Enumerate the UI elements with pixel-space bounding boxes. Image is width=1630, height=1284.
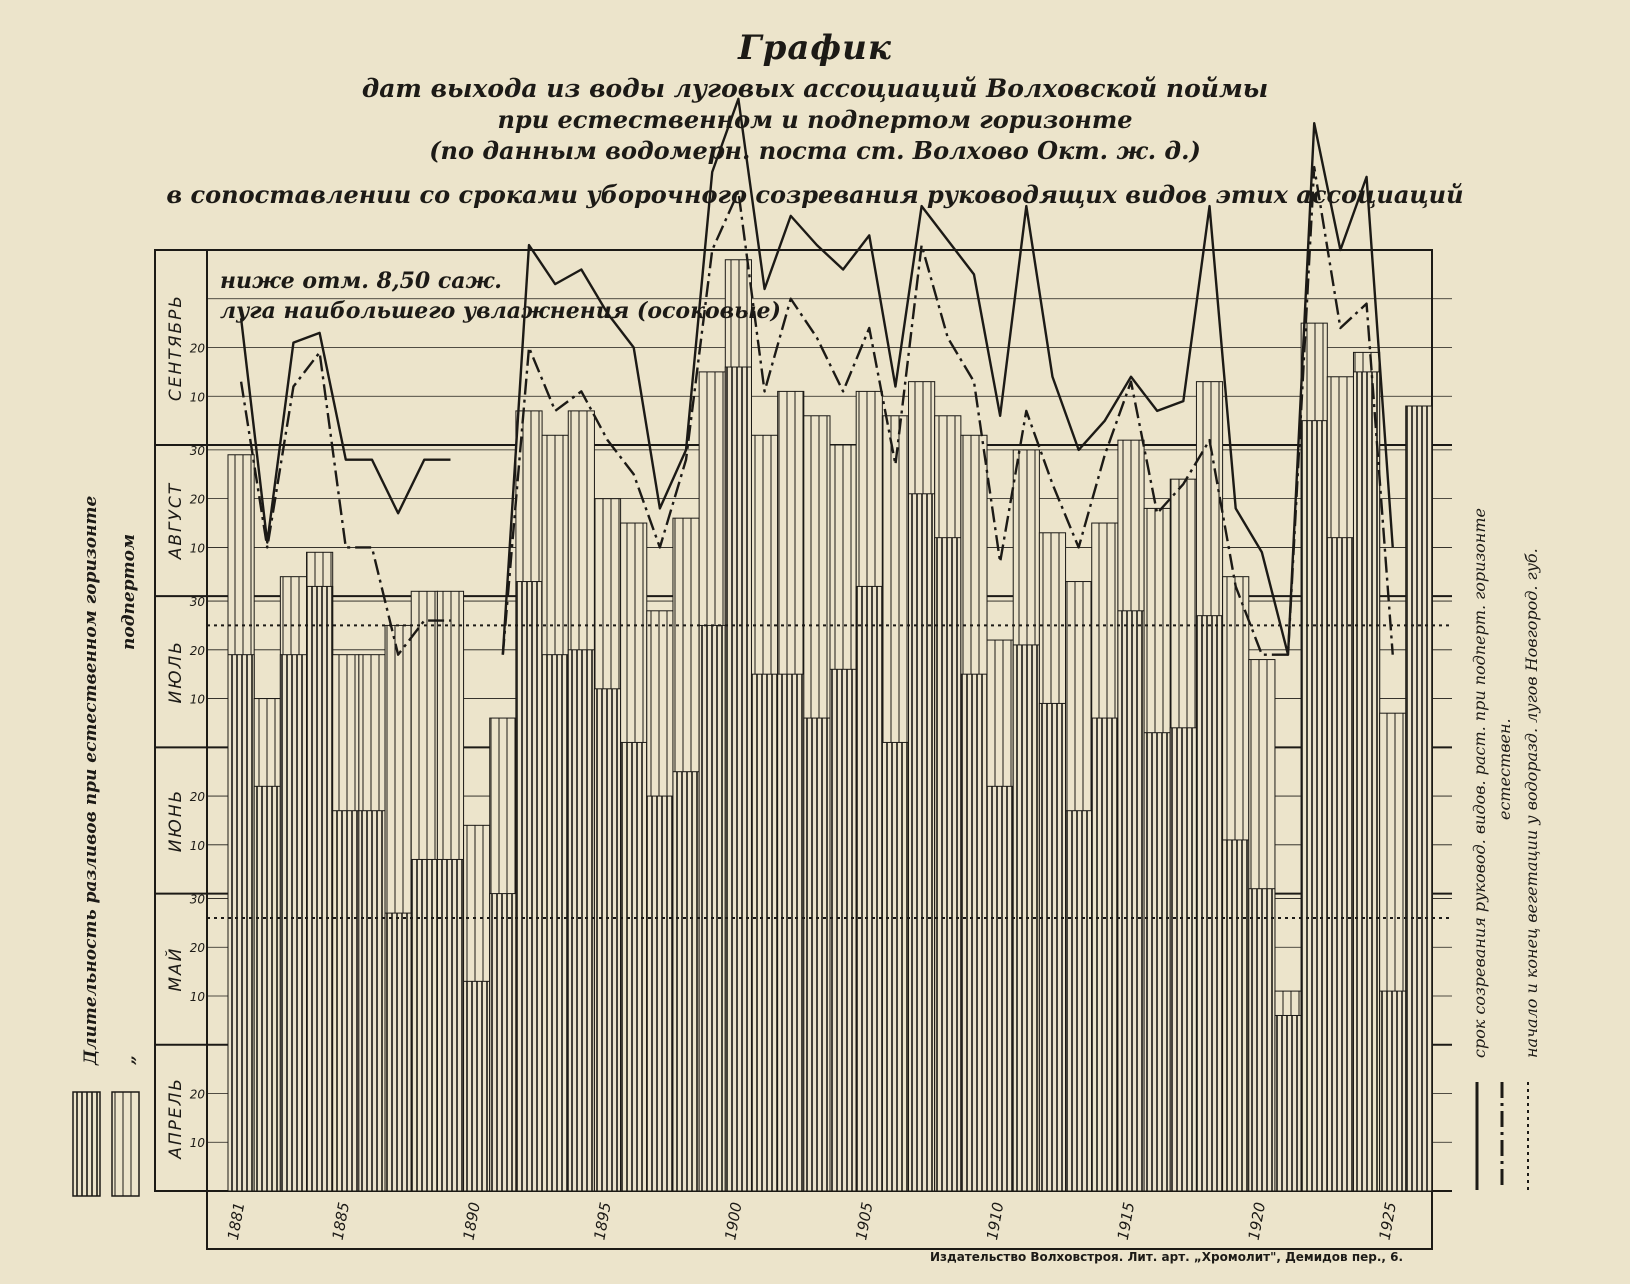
- y-tick-label: 10: [189, 541, 205, 556]
- month-label: АПРЕЛЬ: [166, 1076, 186, 1159]
- y-tick-label: 10: [189, 1136, 205, 1151]
- legend-dotted-label: начало и конец вегетации у водоразд. лугов Новгород. губ.: [1522, 548, 1541, 1058]
- month-label: МАЙ: [166, 946, 186, 992]
- y-tick-label: 20: [189, 1087, 205, 1102]
- bar-natural: [1066, 811, 1092, 1191]
- chart-subtitle-1: дат выхода из воды луговых ассоциаций Волховской поймы: [361, 74, 1269, 103]
- annotation-line-2: луга наибольшего увлажнения (осоковые): [220, 298, 781, 324]
- y-tick-label: 20: [189, 941, 205, 956]
- annotation-line-1: ниже отм. 8,50 саж.: [220, 268, 502, 294]
- bar-natural: [1092, 718, 1118, 1191]
- bar-natural: [307, 586, 333, 1191]
- x-tick-label: 1905: [852, 1200, 877, 1242]
- y-tick-label: 20: [189, 341, 205, 356]
- bar-natural: [1170, 728, 1196, 1191]
- bar-natural: [830, 669, 856, 1191]
- y-tick-label: 20: [189, 790, 205, 805]
- bar-natural: [1380, 991, 1406, 1191]
- bar-natural: [909, 494, 935, 1191]
- x-tick-label: 1910: [983, 1200, 1008, 1242]
- bar-natural: [1406, 406, 1432, 1191]
- bar-natural: [882, 742, 908, 1191]
- legend-raised-ditto: „: [119, 1055, 139, 1065]
- month-label: СЕНТЯБРЬ: [166, 293, 186, 402]
- x-tick-label: 1890: [459, 1200, 484, 1242]
- bar-natural: [1327, 538, 1353, 1191]
- bar-natural: [1039, 703, 1065, 1191]
- x-tick-label: 1895: [590, 1200, 615, 1242]
- bar-natural: [621, 742, 647, 1191]
- publisher-line: Издательство Волховстроя. Лит. арт. „Хромолит", Демидов пер., 6.: [930, 1250, 1404, 1264]
- legend-raised-label: подпертом: [119, 533, 139, 650]
- chart-subtitle-3: (по данным водомерн. поста ст. Волхово Окт. ж. д.): [429, 136, 1201, 165]
- x-tick-label: 1885: [328, 1200, 354, 1242]
- y-tick-label: 10: [189, 989, 205, 1004]
- bar-natural: [594, 689, 620, 1191]
- bar-natural: [1144, 733, 1170, 1191]
- legend-dashdot-label: естествен.: [1495, 718, 1514, 820]
- x-tick-label: 1915: [1113, 1200, 1139, 1242]
- bar-natural: [699, 625, 725, 1191]
- bar-natural: [856, 586, 882, 1191]
- y-tick-label: 10: [189, 692, 205, 707]
- bar-natural: [333, 811, 359, 1191]
- bar-natural: [647, 796, 673, 1191]
- bar-natural: [935, 538, 961, 1191]
- bar-natural: [1301, 421, 1327, 1191]
- bar-natural: [411, 859, 437, 1191]
- bar-natural: [254, 786, 280, 1191]
- month-label: ИЮЛЬ: [166, 639, 186, 704]
- bar-natural: [1275, 1015, 1301, 1191]
- bar-natural: [987, 786, 1013, 1191]
- bar-natural: [1118, 611, 1144, 1191]
- bar-natural: [280, 655, 306, 1191]
- x-tick-label: 1881: [223, 1200, 249, 1242]
- legend-swatch-raised: [112, 1092, 139, 1196]
- bar-natural: [804, 718, 830, 1191]
- legend-natural-label: Длительность разливов при естественном горизонте: [81, 495, 101, 1065]
- bar-natural: [725, 367, 751, 1191]
- legend-solid-label: срок созревания руковод. видов. раст. при подперт. горизонте: [1470, 508, 1489, 1058]
- x-tick-label: 1925: [1375, 1200, 1400, 1242]
- bar-natural: [778, 674, 804, 1191]
- chart-subtitle-2: при естественном и подпертом горизонте: [497, 105, 1133, 134]
- chart-subtitle-4: в сопоставлении со сроками уборочного созревания руководящих видов этих ассоциаций: [166, 180, 1464, 209]
- bar-natural: [1353, 372, 1379, 1191]
- chart-title: График: [738, 28, 892, 68]
- bar-natural: [490, 894, 516, 1191]
- month-label: АВГУСТ: [166, 481, 186, 560]
- bar-natural: [437, 859, 463, 1191]
- y-tick-label: 10: [189, 390, 205, 405]
- bar-natural: [359, 811, 385, 1191]
- bar-natural: [673, 772, 699, 1191]
- bar-natural: [961, 674, 987, 1191]
- bar-natural: [464, 981, 490, 1191]
- bar-natural: [568, 650, 594, 1191]
- y-tick-label: 30: [189, 443, 205, 458]
- y-tick-label: 20: [189, 492, 205, 507]
- bar-natural: [516, 582, 542, 1191]
- bar-natural: [228, 655, 254, 1191]
- bar-natural: [1223, 840, 1249, 1191]
- month-label: ИЮНЬ: [166, 788, 186, 853]
- y-tick-label: 20: [189, 643, 205, 658]
- bar-natural: [751, 674, 777, 1191]
- bar-natural: [1249, 889, 1275, 1191]
- x-tick-label: 1900: [721, 1200, 746, 1242]
- legend-swatch-natural: [73, 1092, 100, 1196]
- bar-natural: [542, 655, 568, 1191]
- x-tick-label: 1920: [1244, 1200, 1270, 1242]
- y-tick-label: 30: [189, 595, 205, 610]
- y-tick-label: 30: [189, 892, 205, 907]
- bar-natural: [385, 913, 411, 1191]
- y-tick-label: 10: [189, 838, 205, 853]
- bar-natural: [1196, 616, 1222, 1191]
